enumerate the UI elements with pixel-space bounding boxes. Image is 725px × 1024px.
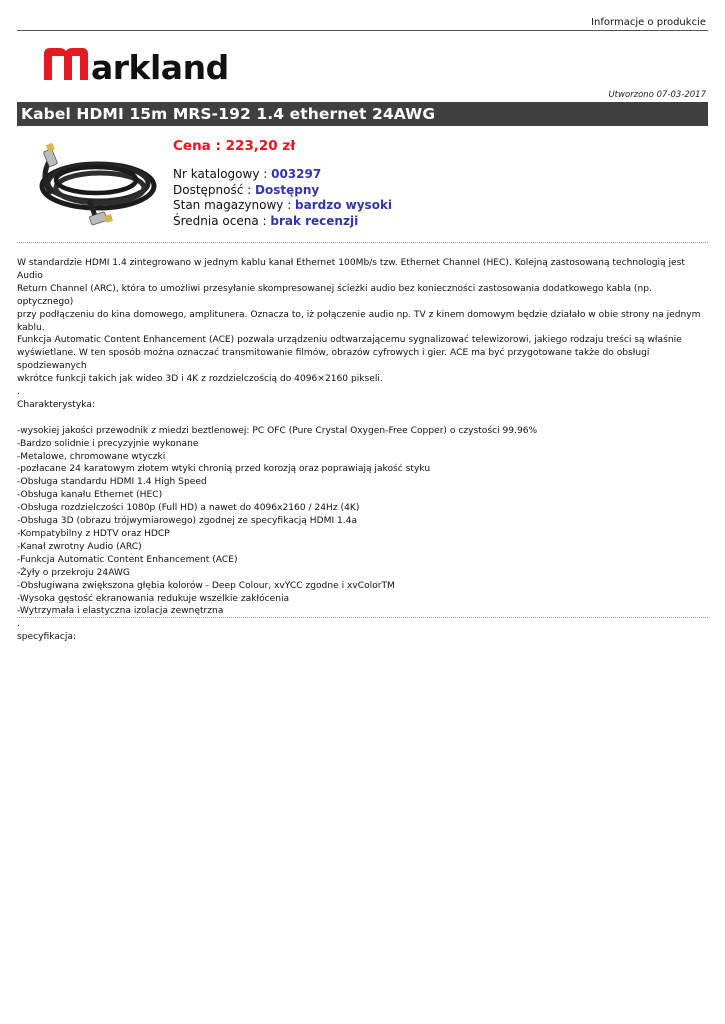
feature-item: -Wytrzymała i elastyczna izolacja zewnętrzna <box>17 606 224 617</box>
feature-item: -Wysoka gęstość ekranowania redukuje wszelkie zakłócenia <box>17 593 290 604</box>
section-divider-bottom <box>17 617 708 618</box>
availability-value: Dostępny <box>255 182 320 197</box>
stock-label: Stan magazynowy : <box>173 198 296 212</box>
feature-item: -Obsługa rozdzielczości 1080p (Full HD) a nawet do 4096x2160 / 24Hz (4K) <box>17 503 360 514</box>
description-line: wkrótce funkcji takich jak wideo 3D i 4K z rozdzielczością do 4096×2160 pikseli. <box>17 374 383 385</box>
description-line: Return Channel (ARC), która to umożliwi przesyłanie skompresowanej ścieżki audio bez konieczności zastosowania dodatkowego kabla (np. optycznego) <box>17 283 652 307</box>
logo-text: arkland <box>91 48 229 86</box>
logo-m-shape <box>44 48 88 80</box>
availability-row <box>173 183 392 199</box>
rating-label: Średnia ocena : <box>173 213 271 228</box>
product-info <box>173 136 392 229</box>
header-divider <box>17 30 708 31</box>
description-line: przy podłączeniu do kina domowego, amplitunera. Oznacza to, iż połączenie audio np. TV z kinem domowym będzie działało w obie strony na jednym kablu. <box>17 309 701 333</box>
features-list <box>17 425 709 632</box>
description-line: W standardzie HDMI 1.4 zintegrowano w jednym kablu kanał Ethernet 100Mb/s tzw. Ethernet Channel (HEC). Kolejną zastosowaną technologią jest Audio <box>17 258 685 281</box>
description-line: . <box>17 387 20 398</box>
rating-value: brak recenzji <box>270 213 359 228</box>
product-title: Kabel HDMI 15m MRS-192 1.4 ethernet 24AWG <box>17 102 708 126</box>
spec-heading: specyfikacja: <box>17 632 77 643</box>
feature-item: -Metalowe, chromowane wtyczki <box>17 451 166 462</box>
description-intro <box>17 257 709 399</box>
product-price: Cena : 223,20 zł <box>173 138 296 154</box>
feature-item: -Kompatybilny z HDTV oraz HDCP <box>17 529 170 540</box>
description-line: Funkcja Automatic Content Enhancement (ACE) pozwala urządzeniu odtwarzającemu sygnalizować telewizorowi, jakiego rodzaju treści są właśnie <box>17 335 682 346</box>
feature-item: -Obsługiwana zwiększona głębia kolorów - Deep Colour, xvYCC zgodne i xvColorTM <box>17 580 395 591</box>
availability-label: Dostępność : <box>173 182 256 197</box>
description-line: wyświetlane. W ten sposób można oznaczać transmitowanie filmów, obrazów cyfrowych i gier. ACE ma być przygotowane także do obsługi spodziewanych <box>17 348 650 372</box>
stock-value: bardzo wysoki <box>295 198 393 212</box>
catalog-number-row <box>173 167 392 183</box>
catalog-number-value: 003297 <box>271 167 322 181</box>
feature-item: -Bardzo solidnie i precyzyjnie wykonane <box>17 438 199 449</box>
page-header-label: Informacje o produkcie <box>591 17 706 28</box>
section-divider-top <box>17 242 708 243</box>
feature-item: -Funkcja Automatic Content Enhancement (ACE) <box>17 554 238 565</box>
catalog-number-label: Nr katalogowy : <box>173 167 272 181</box>
feature-item: -Żyły o przekroju 24AWG <box>17 567 130 578</box>
feature-item: -wysokiej jakości przewodnik z miedzi beztlenowej: PC OFC (Pure Crystal Oxygen-Free Copper) o czystości 99.96% <box>17 425 538 436</box>
features-heading: Charakterystyka: <box>17 399 95 410</box>
feature-item: -pozłacane 24 karatowym złotem wtyki chronią przed korozją oraz poprawiają jakość styku <box>17 464 431 475</box>
rating-row <box>173 214 392 230</box>
feature-item: -Kanał zwrotny Audio (ARC) <box>17 541 142 552</box>
markland-logo <box>42 42 242 86</box>
feature-item: -Obsługa standardu HDMI 1.4 High Speed <box>17 477 207 488</box>
feature-item: -Obsługa kanału Ethernet (HEC) <box>17 490 163 501</box>
feature-item: . <box>17 619 20 630</box>
created-date: Utworzono 07-03-2017 <box>608 90 706 100</box>
stock-row <box>173 198 392 214</box>
hdmi-cable-image <box>30 136 160 232</box>
feature-item: -Obsługa 3D (obrazu trójwymiarowego) zgodnej ze specyfikacją HDMI 1.4a <box>17 516 358 527</box>
product-description <box>17 257 709 644</box>
